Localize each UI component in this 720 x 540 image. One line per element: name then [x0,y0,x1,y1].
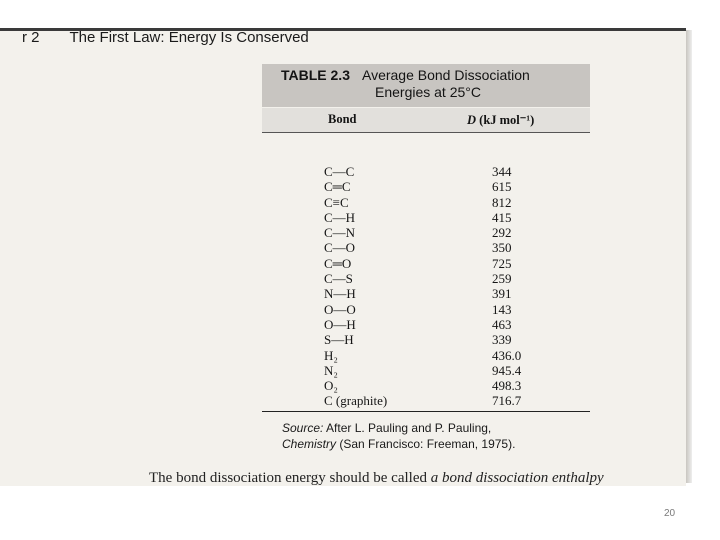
table-row [262,317,590,332]
source-label: Source: [282,421,324,435]
body-text-line [149,470,686,487]
bond-cell: S—H [324,332,354,348]
bond-cell: N₂ [324,362,338,378]
bond-cell: H₂ [324,347,338,363]
energy-cell: 415 [492,209,512,225]
energy-cell: 716.7 [492,393,522,409]
table-row [262,271,590,286]
table-row [262,302,590,317]
body-text-lead: The bond dissociation energy should be called [149,470,427,486]
table-number: TABLE 2.3 [281,67,350,83]
bond-cell: N—H [324,286,356,302]
chapter-number: r 2 [22,29,40,46]
chapter-title: The First Law: Energy Is Conserved [69,29,309,46]
table-row [262,240,590,255]
table-row [262,286,590,301]
bond-cell: C (graphite) [324,393,388,409]
table-row [262,393,590,408]
energy-cell: 725 [492,255,512,271]
energy-cell: 498.3 [492,378,522,394]
energy-cell: 339 [492,332,512,348]
bond-cell: C—S [324,271,353,287]
body-text-emphasis: a bond dissociation enthalpy [430,470,604,486]
bond-cell: O—O [324,301,356,317]
table-column-header [262,108,590,133]
energy-unit: (kJ mol⁻¹) [479,113,535,127]
energy-symbol: D [467,113,477,127]
energy-cell: 436.0 [492,347,522,363]
energy-cell: 615 [492,179,512,195]
energy-cell: 391 [492,286,512,302]
table-title [281,67,581,101]
table-bottom-rule [262,411,590,412]
table-source-note [282,420,582,452]
energy-cell: 812 [492,194,512,210]
energy-cell: 945.4 [492,362,522,378]
source-text: After L. Pauling and P. Pauling, [326,421,492,435]
table-row [262,164,590,179]
table-row [262,348,590,363]
energy-cell: 463 [492,316,512,332]
bond-cell: C≡C [324,194,349,210]
page-edge-shadow [686,30,692,483]
bond-cell: C═C [324,179,351,195]
energy-cell: 350 [492,240,512,256]
slide-page-number: 20 [664,508,676,519]
table-row [262,210,590,225]
energy-cell: 344 [492,164,512,179]
column-header-bond: Bond [328,112,357,126]
source-book: Chemistry [282,437,337,451]
table-row [262,179,590,194]
column-header-energy [467,112,534,128]
bond-cell: C—N [324,225,356,241]
table-row [262,256,590,271]
bond-cell: C—C [324,164,355,179]
table-body [262,164,590,409]
bond-energy-table [262,64,590,157]
table-row [262,378,590,393]
energy-cell: 259 [492,271,512,287]
bond-cell: C—O [324,240,356,256]
table-row [262,332,590,347]
bond-cell: C—H [324,209,356,225]
energy-cell: 143 [492,301,512,317]
table-row [262,225,590,240]
table-title-line1: Average Bond Dissociation [361,67,530,83]
source-publisher: (San Francisco: Freeman, 1975). [339,437,516,451]
bond-cell: O₂ [324,378,338,394]
table-row [262,363,590,378]
bond-cell: C═O [324,255,352,271]
chapter-header [22,29,309,46]
energy-cell: 292 [492,225,512,241]
table-row [262,195,590,210]
bond-cell: O—H [324,316,356,332]
table-title-line2: Energies at 25°C [375,84,481,100]
table-title-band [262,64,590,107]
